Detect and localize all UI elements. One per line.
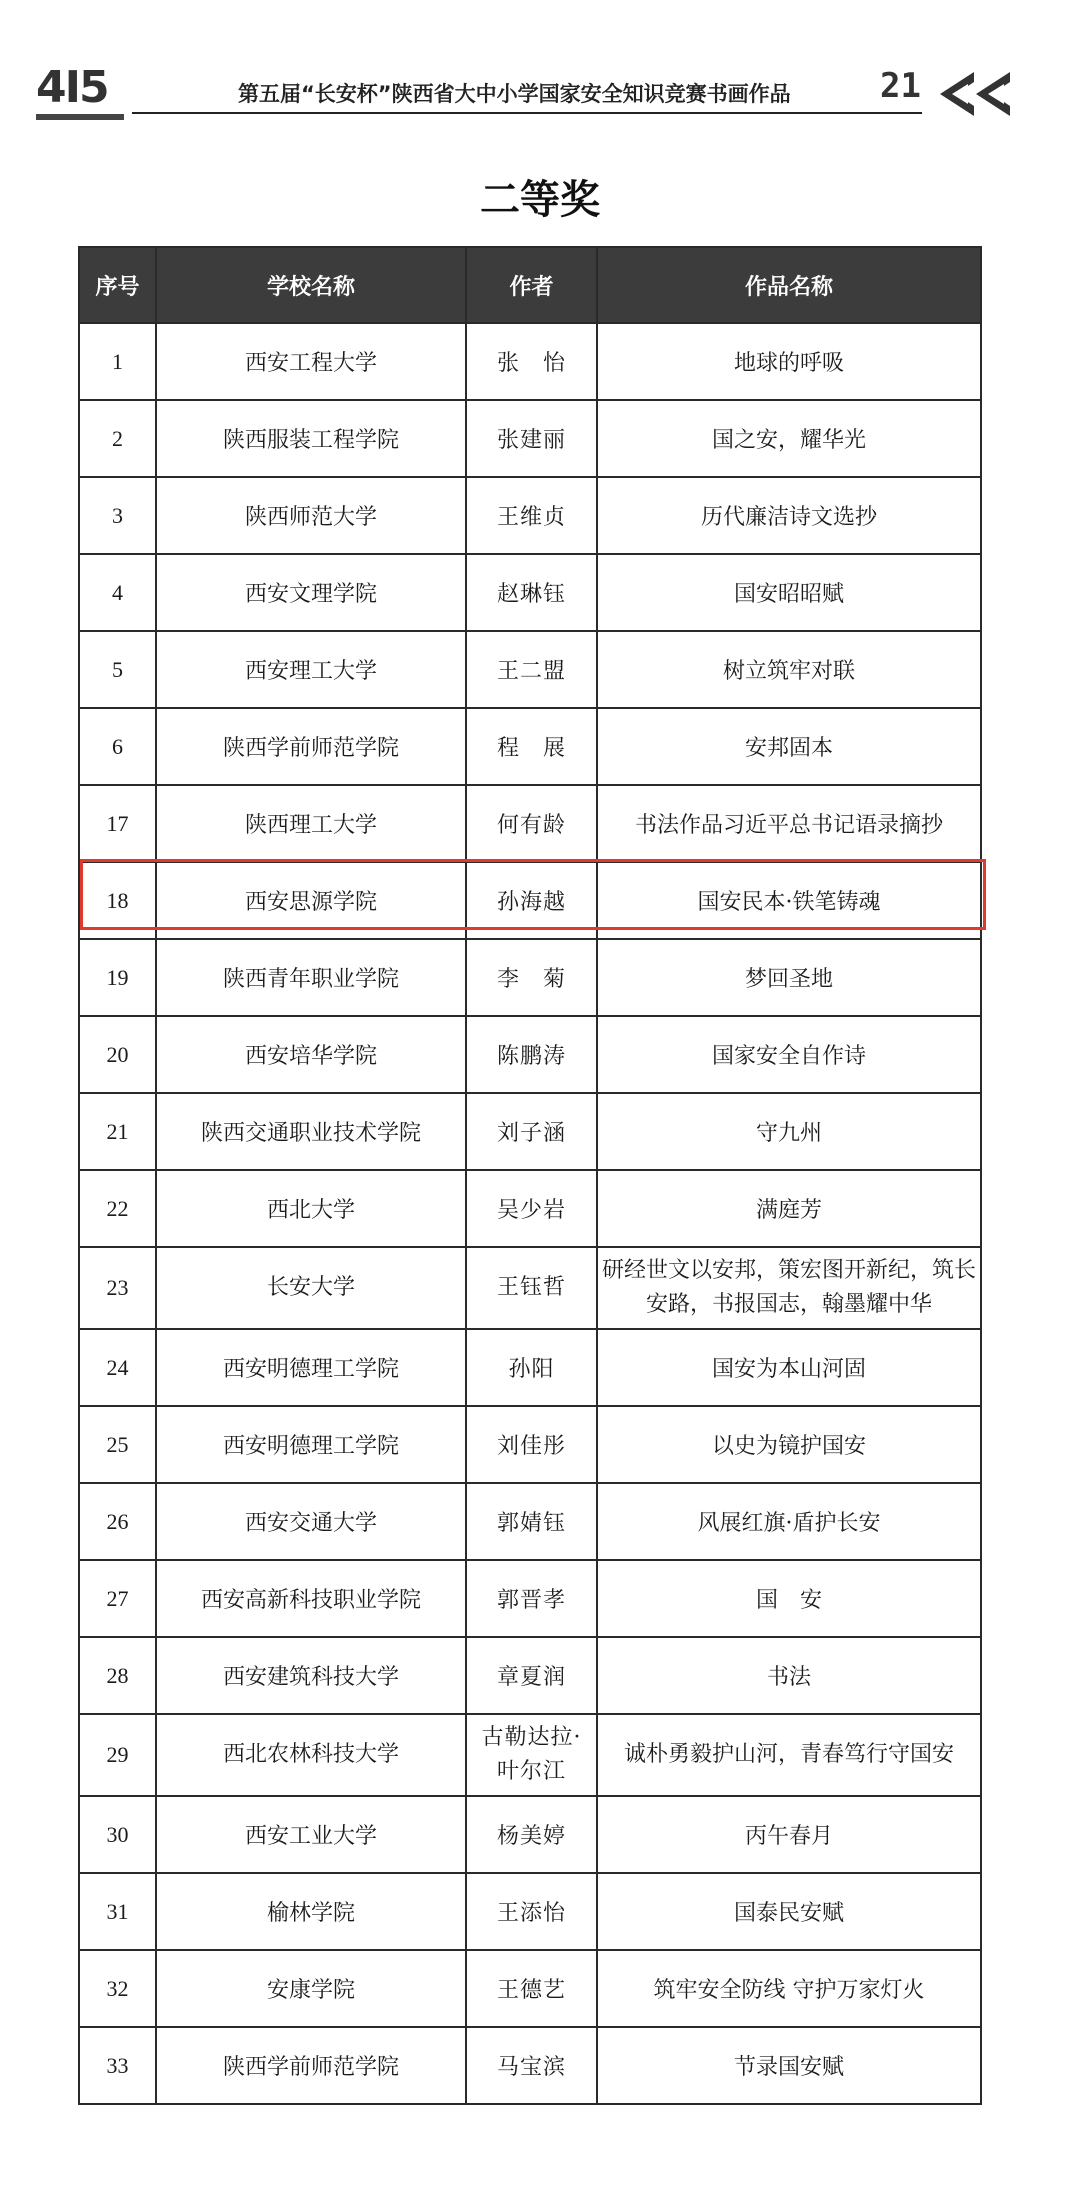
cell-work: 国 安 <box>597 1560 981 1637</box>
cell-number: 24 <box>79 1329 156 1406</box>
cell-work: 国安为本山河固 <box>597 1329 981 1406</box>
cell-work: 国家安全自作诗 <box>597 1016 981 1093</box>
cell-school: 陕西学前师范学院 <box>156 2027 466 2104</box>
cell-number: 20 <box>79 1016 156 1093</box>
table-row <box>79 1247 981 1329</box>
cell-work: 书法作品习近平总书记语录摘抄 <box>597 785 981 862</box>
cell-author: 王添怡 <box>466 1873 597 1950</box>
table-row <box>79 939 981 1016</box>
table-row <box>79 631 981 708</box>
cell-number: 23 <box>79 1247 156 1329</box>
table-row <box>79 862 981 939</box>
cell-author: 吴少岩 <box>466 1170 597 1247</box>
cell-work: 国安民本·铁笔铸魂 <box>597 862 981 939</box>
cell-author: 王德艺 <box>466 1950 597 2027</box>
cell-author: 王二盟 <box>466 631 597 708</box>
table-row <box>79 1637 981 1714</box>
cell-number: 33 <box>79 2027 156 2104</box>
table-row <box>79 323 981 400</box>
column-header-no: 序号 <box>79 247 156 323</box>
column-header-school: 学校名称 <box>156 247 466 323</box>
cell-school: 西北大学 <box>156 1170 466 1247</box>
cell-school: 陕西师范大学 <box>156 477 466 554</box>
table-row <box>79 554 981 631</box>
cell-school: 安康学院 <box>156 1950 466 2027</box>
table-row <box>79 1796 981 1873</box>
cell-number: 1 <box>79 323 156 400</box>
cell-author: 郭婧钰 <box>466 1483 597 1560</box>
cell-school: 陕西交通职业技术学院 <box>156 1093 466 1170</box>
cell-number: 21 <box>79 1093 156 1170</box>
cell-number: 27 <box>79 1560 156 1637</box>
cell-school: 榆林学院 <box>156 1873 466 1950</box>
cell-author: 孙阳 <box>466 1329 597 1406</box>
cell-school: 陕西服装工程学院 <box>156 400 466 477</box>
cell-author: 刘佳彤 <box>466 1406 597 1483</box>
cell-work: 书法 <box>597 1637 981 1714</box>
cell-work: 满庭芳 <box>597 1170 981 1247</box>
page-header <box>0 0 1080 140</box>
table-row <box>79 400 981 477</box>
cell-author: 李 菊 <box>466 939 597 1016</box>
award-table-body <box>79 323 981 2104</box>
cell-work: 地球的呼吸 <box>597 323 981 400</box>
header-rule <box>132 112 922 114</box>
double-chevron-left-icon <box>938 70 1012 118</box>
cell-school: 西安工业大学 <box>156 1796 466 1873</box>
cell-author: 孙海越 <box>466 862 597 939</box>
cell-work: 梦回圣地 <box>597 939 981 1016</box>
cell-school: 西安明德理工学院 <box>156 1329 466 1406</box>
cell-author: 王钰哲 <box>466 1247 597 1329</box>
table-row <box>79 1560 981 1637</box>
table-row <box>79 1093 981 1170</box>
table-header-row <box>79 247 981 323</box>
cell-author: 刘子涵 <box>466 1093 597 1170</box>
cell-number: 25 <box>79 1406 156 1483</box>
cell-work: 节录国安赋 <box>597 2027 981 2104</box>
cell-work: 风展红旗·盾护长安 <box>597 1483 981 1560</box>
table-row <box>79 1329 981 1406</box>
cell-author: 杨美婷 <box>466 1796 597 1873</box>
cell-author: 何有龄 <box>466 785 597 862</box>
cell-work: 诚朴勇毅护山河，青春笃行守国安 <box>597 1714 981 1796</box>
cell-work: 守九州 <box>597 1093 981 1170</box>
cell-number: 29 <box>79 1714 156 1796</box>
cell-school: 西安培华学院 <box>156 1016 466 1093</box>
table-row <box>79 785 981 862</box>
cell-school: 西安思源学院 <box>156 862 466 939</box>
cell-number: 18 <box>79 862 156 939</box>
table-row <box>79 1483 981 1560</box>
cell-author: 马宝滨 <box>466 2027 597 2104</box>
cell-number: 5 <box>79 631 156 708</box>
cell-author: 古勒达拉·叶尔江 <box>466 1714 597 1796</box>
cell-number: 30 <box>79 1796 156 1873</box>
cell-author: 赵琳钰 <box>466 554 597 631</box>
cell-number: 3 <box>79 477 156 554</box>
cell-work: 国泰民安赋 <box>597 1873 981 1950</box>
cell-author: 张建丽 <box>466 400 597 477</box>
cell-school: 长安大学 <box>156 1247 466 1329</box>
cell-school: 陕西青年职业学院 <box>156 939 466 1016</box>
table-row <box>79 1170 981 1247</box>
table-row <box>79 477 981 554</box>
table-row <box>79 1950 981 2027</box>
cell-author: 程 展 <box>466 708 597 785</box>
award-table <box>78 246 982 2105</box>
cell-number: 17 <box>79 785 156 862</box>
cell-work: 丙午春月 <box>597 1796 981 1873</box>
table-row <box>79 1714 981 1796</box>
cell-number: 22 <box>79 1170 156 1247</box>
cell-school: 西安文理学院 <box>156 554 466 631</box>
cell-school: 西安交通大学 <box>156 1483 466 1560</box>
cell-number: 32 <box>79 1950 156 2027</box>
cell-number: 6 <box>79 708 156 785</box>
column-header-work: 作品名称 <box>597 247 981 323</box>
cell-author: 陈鹏涛 <box>466 1016 597 1093</box>
cell-school: 陕西理工大学 <box>156 785 466 862</box>
event-logo <box>36 62 126 122</box>
table-row <box>79 1406 981 1483</box>
cell-school: 西安理工大学 <box>156 631 466 708</box>
cell-author: 郭晋孝 <box>466 1560 597 1637</box>
cell-work: 筑牢安全防线 守护万家灯火 <box>597 1950 981 2027</box>
table-row <box>79 1873 981 1950</box>
table-row <box>79 2027 981 2104</box>
cell-work: 国之安，耀华光 <box>597 400 981 477</box>
table-row <box>79 1016 981 1093</box>
page-number: 21 <box>880 66 921 106</box>
table-row <box>79 708 981 785</box>
cell-number: 2 <box>79 400 156 477</box>
logo-bar <box>36 114 124 120</box>
cell-author: 王维贞 <box>466 477 597 554</box>
award-level-title: 二等奖 <box>480 177 600 223</box>
cell-number: 4 <box>79 554 156 631</box>
header-title: 第五届“长安杯”陕西省大中小学国家安全知识竞赛书画作品 <box>238 82 791 106</box>
cell-number: 31 <box>79 1873 156 1950</box>
cell-school: 西安工程大学 <box>156 323 466 400</box>
cell-work: 以史为镜护国安 <box>597 1406 981 1483</box>
cell-school: 西安明德理工学院 <box>156 1406 466 1483</box>
cell-work: 研经世文以安邦，策宏图开新纪，筑长安路，书报国志，翰墨耀中华 <box>597 1247 981 1329</box>
column-header-author: 作者 <box>466 247 597 323</box>
cell-school: 西安建筑科技大学 <box>156 1637 466 1714</box>
cell-school: 西安高新科技职业学院 <box>156 1560 466 1637</box>
cell-school: 西北农林科技大学 <box>156 1714 466 1796</box>
cell-school: 陕西学前师范学院 <box>156 708 466 785</box>
cell-number: 19 <box>79 939 156 1016</box>
logo-text: 4I5 <box>36 62 108 113</box>
cell-author: 张 怡 <box>466 323 597 400</box>
cell-number: 26 <box>79 1483 156 1560</box>
cell-work: 树立筑牢对联 <box>597 631 981 708</box>
cell-author: 章夏润 <box>466 1637 597 1714</box>
cell-work: 历代廉洁诗文选抄 <box>597 477 981 554</box>
cell-work: 安邦固本 <box>597 708 981 785</box>
cell-number: 28 <box>79 1637 156 1714</box>
cell-work: 国安昭昭赋 <box>597 554 981 631</box>
